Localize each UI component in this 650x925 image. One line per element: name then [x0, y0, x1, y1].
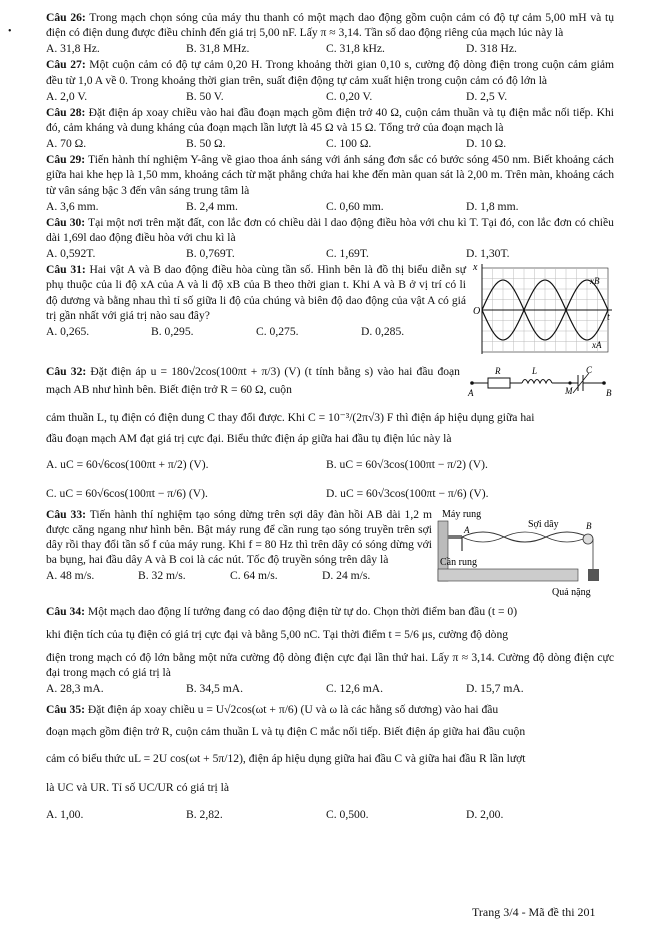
options-29 — [46, 199, 614, 214]
node-m — [568, 382, 571, 385]
label-origin: O — [473, 306, 481, 318]
option-b[interactable]: B. 2,4 mm. — [186, 199, 238, 213]
option-d[interactable]: D. 0,285. — [361, 325, 405, 339]
question-29 — [46, 152, 614, 198]
label-can-rung: Cần rung — [440, 556, 477, 568]
label-a: A — [464, 524, 470, 535]
question-number: Câu 30: — [46, 215, 86, 229]
question-text: đoạn mạch gồm điện trở R, cuộn cảm thuần L và tụ điện C mắc nối tiếp. Biết điện áp giữa hai đầu cuộn — [46, 724, 526, 738]
option-b[interactable]: B. 32 m/s. — [138, 569, 186, 583]
option-c[interactable]: C. 1,69T. — [326, 247, 369, 261]
question-34-cont — [46, 627, 614, 642]
option-a[interactable]: A. uC = 60√6cos(100πt + π/2) (V). — [46, 457, 209, 471]
option-d[interactable]: D. 318 Hz. — [466, 42, 517, 56]
page-footer: Trang 3/4 - Mã đề thi 201 — [472, 905, 596, 919]
options-27 — [46, 89, 614, 104]
node-b — [602, 381, 606, 385]
option-a[interactable]: A. 0,265. — [46, 325, 90, 339]
question-32-cont2 — [46, 431, 614, 446]
label-b: B — [606, 388, 612, 399]
question-26 — [46, 10, 614, 40]
question-33-row — [46, 507, 614, 602]
question-text: Đặt điện áp xoay chiều vào hai đầu đoạn mạch gồm điện trở 40 Ω, cuộn cảm thuần và tụ điện mắc nối tiếp. Khi đó, cảm kháng và dung kháng của đoạn mạch lần lượt là 45 Ω và 15 Ω. Tổng trở của đoạn mạch là — [46, 105, 614, 135]
question-text: cảm thuần L, tụ điện có điện dung C thay đổi được. Khi C = 10⁻³/(2π√3) F thì điện áp hiệu dụng giữa hai — [46, 411, 535, 425]
label-r: R — [495, 366, 501, 377]
question-text: Đặt điện áp xoay chiều u = U√2cos(ωt + π/6) (U và ω là các hằng số dương) vào hai đầu — [87, 703, 499, 717]
option-d[interactable]: D. 10 Ω. — [466, 137, 507, 151]
vibrator-arm — [448, 535, 462, 539]
option-d[interactable]: D. 1,30T. — [466, 247, 510, 261]
option-c[interactable]: C. uC = 60√6cos(100πt − π/6) (V). — [46, 486, 208, 500]
label-qua-nang: Quả nặng — [552, 586, 591, 598]
option-a[interactable]: A. 48 m/s. — [46, 569, 95, 583]
option-b[interactable]: B. 0,769T. — [186, 247, 235, 261]
hanging-weight — [588, 569, 599, 581]
option-b[interactable]: B. 34,5 mA. — [186, 682, 244, 696]
stray-mark: • — [8, 26, 12, 37]
label-x: x — [473, 262, 478, 274]
option-c[interactable]: C. 0,60 mm. — [326, 199, 384, 213]
option-a[interactable]: A. 31,8 Hz. — [46, 42, 100, 56]
option-b[interactable]: B. 0,295. — [151, 325, 194, 339]
standing-wave-figure — [436, 507, 612, 602]
pulley — [583, 534, 593, 544]
question-number: Câu 28: — [46, 105, 86, 119]
question-33 — [46, 507, 432, 568]
resistor-r — [488, 378, 510, 388]
option-a[interactable]: A. 3,6 mm. — [46, 199, 99, 213]
label-t: t — [607, 312, 610, 324]
question-text: Tại một nơi trên mặt đất, con lắc đơn có chiều dài l dao động điều hòa với chu kì T. Tại đó, con lắc đơn có chiều dài 1,69l dao động điều hòa với chu kì là — [46, 215, 614, 245]
table-base — [438, 569, 578, 581]
option-a[interactable]: A. 2,0 V. — [46, 89, 88, 103]
question-number: Câu 35: — [46, 703, 85, 717]
question-text: cảm có biểu thức uL = 2U cos(ωt + 5π/12), điện áp hiệu dụng giữa hai đầu C và giữa hai đầu R lần lượt — [46, 751, 526, 765]
options-33 — [46, 568, 432, 583]
label-soi-day: Sợi dây — [528, 518, 559, 530]
question-30 — [46, 215, 614, 245]
label-xb: xB — [590, 276, 600, 287]
option-b[interactable]: B. 50 Ω. — [186, 137, 226, 151]
question-35-cont2 — [46, 751, 614, 766]
question-31 — [46, 262, 466, 323]
label-a: A — [468, 388, 474, 399]
string-wave — [462, 532, 588, 542]
options-26 — [46, 41, 614, 56]
option-c[interactable]: C. 0,500. — [326, 808, 369, 822]
question-text: đầu đoạn mạch AM đạt giá trị cực đại. Biểu thức điện áp giữa hai đầu tụ điện lúc này là — [46, 432, 452, 446]
option-b[interactable]: B. 2,82. — [186, 808, 223, 822]
node-a — [470, 381, 474, 385]
question-31-row — [46, 262, 614, 361]
question-text: là UC và UR. Tỉ số UC/UR có giá trị là — [46, 781, 230, 795]
question-number: Câu 26: — [46, 11, 86, 24]
option-d[interactable]: D. 1,8 mm. — [466, 199, 519, 213]
option-a[interactable]: A. 28,3 mA. — [46, 682, 104, 696]
option-a[interactable]: A. 1,00. — [46, 808, 84, 822]
label-l: L — [532, 366, 538, 377]
question-text: Hai vật A và B dao động điều hòa cùng tần số. Hình bên là đồ thị biểu diễn sự phụ thuộc của li độ xA của A và li độ xB của B theo thời gian t. Khi A và B ở vị trí có li độ dương và bằng nhau thì tỉ số giữa li độ của chúng và biên độ dao động của vật A có giá trị gần nhất với giá trị nào sau đây? — [46, 263, 466, 322]
graph-figure — [472, 262, 614, 361]
question-text: khi điện tích của tụ điện có giá trị cực đại và bằng 5,00 nC. Tại thời điểm t = 5/6 μs, cường độ dòng — [46, 627, 509, 641]
question-35-cont3 — [46, 780, 614, 795]
label-may-rung: Máy rung — [442, 508, 482, 520]
option-d[interactable]: D. 15,7 mA. — [466, 682, 524, 696]
question-text: Một mạch dao động lí tưởng đang có dao động điện từ tự do. Chọn thời điểm ban đầu (t = 0) — [87, 604, 518, 618]
option-c[interactable]: C. 0,20 V. — [326, 89, 373, 103]
option-c[interactable]: C. 31,8 kHz. — [326, 42, 385, 56]
question-text: Tiến hành thí nghiệm tạo sóng dừng trên sợi dây đàn hồi AB dài 1,2 m được căng ngang như hình bên. Bật máy rung để cần rung tạo sóng truyền trên sợi dây rồi thay đổi tần số f của máy rung. Khi f = 80 Hz thì trên dây có sóng dừng với ba bụng, hai đầu dây A và B coi là các nút. Tốc độ truyền sóng trên dây là — [46, 507, 432, 567]
inductor-l — [522, 380, 552, 384]
option-b[interactable]: B. 50 V. — [186, 89, 224, 103]
question-number: Câu 34: — [46, 604, 85, 618]
options-30 — [46, 246, 614, 261]
question-text: Trong mạch chọn sóng của máy thu thanh có một mạch dao động gồm cuộn cảm có độ tự cảm 5,00 mH và tụ điện có điện dung được điều chỉnh đến giá trị 5,00 nF. Lấy π ≈ 3,14. Tần số dao động riêng của mạch lúc này là — [46, 11, 614, 40]
circuit-diagram — [466, 363, 614, 399]
option-c[interactable]: C. 12,6 mA. — [326, 682, 384, 696]
question-text: điện trong mạch có độ lớn bằng một nửa cường độ dòng điện cực đại lần thứ hai. Lấy π ≈ 3,14. Cường độ dòng điện cực đại trong mạch có giá trị là — [46, 651, 614, 680]
question-number: Câu 32: — [46, 365, 87, 379]
xt-graph — [472, 262, 614, 358]
options-34 — [46, 681, 614, 696]
option-b[interactable]: B. 31,8 MHz. — [186, 42, 250, 56]
option-a[interactable]: A. 70 Ω. — [46, 137, 87, 151]
option-b[interactable]: B. uC = 60√3cos(100πt − π/2) (V). — [326, 457, 488, 471]
string-wave-mirror — [462, 532, 588, 542]
label-b: B — [586, 520, 592, 531]
options-35 — [46, 807, 614, 822]
option-d[interactable]: D. 24 m/s. — [322, 569, 371, 583]
question-text: Một cuộn cảm có độ tự cảm 0,20 H. Trong khoảng thời gian 0,10 s, cường độ dòng điện trong cuộn cảm giảm đều từ 1,0 A về 0. Trong khoảng thời gian trên, suất điện động tự cảm xuất hiện trong cuộn cảm có độ lớn là — [46, 58, 614, 87]
option-d[interactable]: D. uC = 60√3cos(100πt − π/6) (V). — [326, 486, 489, 500]
label-c: C — [586, 365, 593, 376]
question-28 — [46, 105, 614, 135]
question-text: Đặt điện áp u = 180√2cos(100πt + π/3) (V) (t tính bằng s) vào hai đầu đoạn mạch AB như hình bên. Biết điện trở R = 60 Ω, cuộn — [46, 365, 460, 397]
question-35-cont — [46, 724, 614, 739]
question-text: Tiến hành thí nghiệm Y-âng về giao thoa ánh sáng với ánh sáng đơn sắc có bước sóng 450 nm. Biết khoảng cách giữa hai khe hẹp là 1,50 mm, khoảng cách từ mặt phẳng chứa hai khe đến màn quan sát là 2,00 m. Trên màn, khoảng cách từ vân sáng bậc 3 đến vân sáng trung tâm là — [46, 153, 614, 197]
option-c[interactable]: C. 100 Ω. — [326, 137, 372, 151]
question-34 — [46, 604, 614, 619]
option-d[interactable]: D. 2,5 V. — [466, 89, 508, 103]
question-number: Câu 27: — [46, 58, 86, 72]
options-28 — [46, 136, 614, 151]
question-number: Câu 31: — [46, 263, 86, 277]
question-number: Câu 33: — [46, 507, 86, 521]
option-c[interactable]: C. 64 m/s. — [230, 569, 278, 583]
option-d[interactable]: D. 2,00. — [466, 808, 504, 822]
options-32-cd — [46, 486, 614, 501]
question-27 — [46, 57, 614, 87]
standing-wave-setup — [436, 507, 612, 599]
exam-page — [46, 10, 614, 823]
options-32-ab — [46, 457, 614, 472]
options-31 — [46, 324, 466, 339]
label-m: M — [565, 386, 573, 397]
question-32-row — [46, 363, 614, 402]
option-c[interactable]: C. 0,275. — [256, 325, 299, 339]
question-35 — [46, 702, 614, 717]
question-34-cont2 — [46, 650, 614, 680]
question-number: Câu 29: — [46, 153, 86, 167]
circuit-figure — [466, 363, 614, 402]
label-xa: xA — [592, 340, 602, 351]
question-32-cont — [46, 410, 614, 425]
option-a[interactable]: A. 0,592T. — [46, 247, 96, 261]
